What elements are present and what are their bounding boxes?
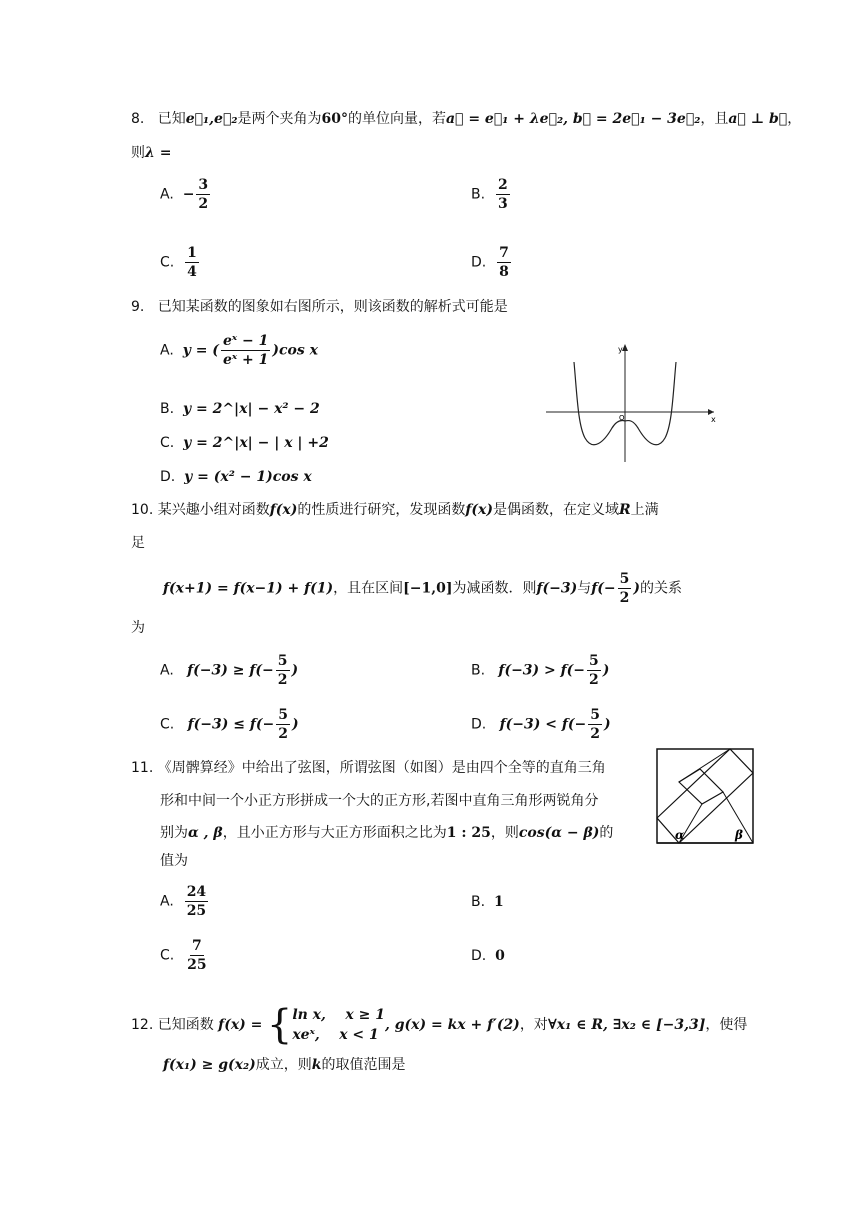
q8-text: 的单位向量，若 xyxy=(347,111,446,127)
q8-option-c[interactable] xyxy=(160,244,201,281)
option-label: D. xyxy=(471,254,487,271)
fraction xyxy=(618,570,632,607)
denominator: 2 xyxy=(589,672,599,688)
option-label: C. xyxy=(160,254,175,271)
fraction xyxy=(196,176,210,213)
expression: f(−3) ≥ f(− xyxy=(187,662,274,679)
denominator: 2 xyxy=(277,672,288,688)
q11-text: ，且小正方形与大正方形面积之比为 xyxy=(222,825,447,841)
fraction xyxy=(221,332,270,369)
numerator: 3 xyxy=(198,177,209,193)
expression: ) xyxy=(603,716,611,733)
q10-option-a[interactable] xyxy=(160,652,298,689)
expression: ) xyxy=(633,580,641,597)
q11-text: 值为 xyxy=(160,853,188,869)
expression: y = ( xyxy=(182,342,219,359)
piecewise-cases xyxy=(292,1005,385,1045)
fraction xyxy=(185,937,208,974)
q11-option-b[interactable] xyxy=(471,892,504,912)
origin-label: O xyxy=(619,414,625,422)
q10-option-d[interactable] xyxy=(471,706,611,743)
y-axis-arrow xyxy=(622,344,628,351)
q9-number: 9. xyxy=(131,299,145,315)
q10-text: 某兴趣小组对函数 xyxy=(157,502,270,518)
q9-stem xyxy=(131,297,508,317)
q11-string-diagram xyxy=(655,747,755,845)
denominator: 2 xyxy=(198,196,209,212)
option-value: 1 xyxy=(493,894,504,910)
fraction xyxy=(276,706,290,743)
q8-text: 是两个夹角为 xyxy=(237,111,322,127)
numerator: 1 xyxy=(187,245,197,261)
q10-stem-line4 xyxy=(131,618,145,638)
q10-option-b[interactable] xyxy=(471,652,609,689)
q10-text: 足 xyxy=(131,535,145,551)
fraction xyxy=(588,706,602,743)
q8-stem-line2 xyxy=(131,143,171,163)
q8-text: 则 xyxy=(131,145,145,161)
y-axis-label: y xyxy=(618,345,623,354)
piecewise-function-name: f(x) = xyxy=(218,1017,263,1033)
g-function: , g(x) = kx + f′(2) xyxy=(384,1017,520,1033)
numerator: 5 xyxy=(277,653,288,669)
q8-perpendicular: a⃗ ⊥ b⃗ xyxy=(728,111,788,127)
q11-text: ，则 xyxy=(490,825,519,841)
q8-expression: a⃗ = e⃗₁ + λe⃗₂, b⃗ = 2e⃗₁ − 3e⃗₂ xyxy=(445,111,701,127)
q10-text: 是偶函数，在定义域 xyxy=(492,502,619,518)
numerator: 5 xyxy=(589,653,599,669)
q11-stem-line2 xyxy=(160,791,598,811)
denominator: 8 xyxy=(499,264,509,280)
q11-option-c[interactable] xyxy=(160,937,211,974)
q12-stem xyxy=(131,1002,748,1048)
numerator: 7 xyxy=(499,245,509,261)
q8-number: 8. xyxy=(131,111,145,127)
expression: )cos x xyxy=(272,342,318,359)
case-2: xeˣ, x < 1 xyxy=(292,1027,379,1043)
option-label: A. xyxy=(160,893,174,910)
q10-text: 与 xyxy=(577,580,592,597)
numerator: 5 xyxy=(619,571,630,587)
numerator: 7 xyxy=(192,938,202,954)
q8-lambda: λ = xyxy=(145,145,172,161)
expression: f(−3) ≤ f(− xyxy=(187,716,275,733)
piecewise-block xyxy=(266,1002,385,1048)
option-label: A. xyxy=(160,662,174,679)
numerator: eˣ − 1 xyxy=(222,333,269,349)
q11-text: 形和中间一个小正方形拼成一个大的正方形,若图中直角三角形两锐角分 xyxy=(160,793,599,809)
domain-symbol: R xyxy=(618,502,631,518)
q9-option-d[interactable] xyxy=(160,467,312,487)
q11-text: 《周髀算经》中给出了弦图，所谓弦图（如图）是由四个全等的直角三角 xyxy=(157,760,606,776)
q10-text: 的关系 xyxy=(640,580,683,597)
fraction xyxy=(497,244,511,281)
fraction xyxy=(276,652,290,689)
q10-text: ，且在区间 xyxy=(333,580,404,597)
quantifier-expression: ∀x₁ ∈ R, ∃x₂ ∈ [−3,3] xyxy=(547,1017,706,1033)
q12-text: ，使得 xyxy=(705,1017,748,1033)
k-variable: k xyxy=(311,1057,322,1073)
q10-number: 10. xyxy=(131,502,154,518)
q12-stem-line2 xyxy=(163,1055,405,1075)
option-label: D. xyxy=(471,716,487,733)
numerator: 5 xyxy=(278,707,288,723)
denominator: eˣ + 1 xyxy=(222,352,269,368)
q8-text: 已知 xyxy=(157,111,186,127)
option-label: D. xyxy=(471,948,487,964)
q11-stem-line4 xyxy=(160,851,188,871)
q10-text: 为减函数．则 xyxy=(452,580,537,597)
expression: ) xyxy=(291,716,299,733)
option-label: A. xyxy=(160,342,174,359)
q11-number: 11. xyxy=(131,760,154,776)
denominator: 2 xyxy=(619,590,630,606)
q8-option-d[interactable] xyxy=(471,244,513,281)
denominator: 2 xyxy=(278,726,288,742)
denominator: 2 xyxy=(590,726,600,742)
left-brace: { xyxy=(266,1002,293,1048)
area-ratio: 1 : 25 xyxy=(446,825,491,841)
option-label: B. xyxy=(471,894,486,910)
denominator: 25 xyxy=(186,903,207,919)
option-label: A. xyxy=(160,186,174,203)
option-label: D. xyxy=(160,469,176,485)
option-value: 0 xyxy=(495,948,505,964)
beta-label: β xyxy=(735,828,743,842)
expression: f(− xyxy=(591,580,616,597)
numerator: 2 xyxy=(497,177,508,193)
fraction xyxy=(587,652,601,689)
interval: [−1,0] xyxy=(403,580,453,597)
option-label: B. xyxy=(471,186,486,203)
q11-stem-line3 xyxy=(160,823,613,843)
numerator: 24 xyxy=(186,884,207,900)
option-label: C. xyxy=(160,947,175,964)
functional-equation: f(x+1) = f(x−1) + f(1) xyxy=(163,580,334,597)
angles: α , β xyxy=(188,825,223,841)
q12-number: 12. xyxy=(131,1017,154,1033)
q8-stem xyxy=(131,109,801,129)
q11-stem-line1 xyxy=(131,758,606,778)
q8-option-b[interactable] xyxy=(471,176,512,213)
q10-stem xyxy=(131,500,659,520)
function-name: f(x) xyxy=(269,502,298,518)
function-name: f(x) xyxy=(465,502,493,518)
q12-text: 已知函数 xyxy=(157,1017,214,1033)
q8-angle: 60° xyxy=(321,111,348,127)
numerator: 5 xyxy=(590,707,600,723)
q10-text: 为 xyxy=(131,620,145,636)
option-label: B. xyxy=(160,401,175,417)
expression: y = 2^|x| − x² − 2 xyxy=(182,401,320,417)
q10-text: 上满 xyxy=(630,502,659,518)
option-label: B. xyxy=(471,662,486,679)
q8-option-a[interactable] xyxy=(160,176,212,213)
q8-text: ， xyxy=(787,111,802,127)
q11-text: 别为 xyxy=(160,825,188,841)
expression: ) xyxy=(291,662,299,679)
q9-function-graph xyxy=(540,340,720,465)
q9-option-b[interactable] xyxy=(160,399,320,419)
q11-option-a[interactable] xyxy=(160,883,210,920)
fraction xyxy=(185,244,199,281)
q10-stem-line2 xyxy=(131,533,145,553)
expression: f(−3) > f(− xyxy=(498,662,586,679)
q9-option-a[interactable] xyxy=(160,332,318,369)
fraction xyxy=(185,883,208,920)
expression: y = (x² − 1)cos x xyxy=(184,469,312,485)
q11-text: 的 xyxy=(599,825,614,841)
q11-option-d[interactable] xyxy=(471,946,505,966)
expression: f(−3) xyxy=(536,580,578,597)
fraction xyxy=(496,176,510,213)
q12-text: 成立，则 xyxy=(255,1057,312,1073)
q10-stem-line3 xyxy=(163,570,682,607)
inequality: f(x₁) ≥ g(x₂) xyxy=(163,1057,256,1073)
q12-text: ，对 xyxy=(519,1017,548,1033)
minus-sign: − xyxy=(182,186,195,203)
option-label: C. xyxy=(160,716,175,733)
q12-text: 的取值范围是 xyxy=(321,1057,406,1073)
q8-text: ，且 xyxy=(700,111,729,127)
denominator: 25 xyxy=(187,957,207,973)
expression: y = 2^|x| − | x | +2 xyxy=(183,435,329,451)
q9-text: 已知某函数的图象如右图所示，则该函数的解析式可能是 xyxy=(157,299,508,315)
q8-vectors: e⃗₁,e⃗₂ xyxy=(185,111,238,127)
x-axis-label: x xyxy=(711,415,716,424)
expression: f(−3) < f(− xyxy=(499,716,587,733)
q10-option-c[interactable] xyxy=(160,706,299,743)
alpha-label: α xyxy=(675,828,685,842)
denominator: 4 xyxy=(187,264,197,280)
expression: ) xyxy=(602,662,610,679)
q9-option-c[interactable] xyxy=(160,433,329,453)
case-1: ln x, x ≥ 1 xyxy=(292,1007,385,1023)
denominator: 3 xyxy=(497,196,508,212)
q10-text: 的性质进行研究，发现函数 xyxy=(297,502,466,518)
cos-expression: cos(α − β) xyxy=(518,825,600,841)
option-label: C. xyxy=(160,435,175,451)
